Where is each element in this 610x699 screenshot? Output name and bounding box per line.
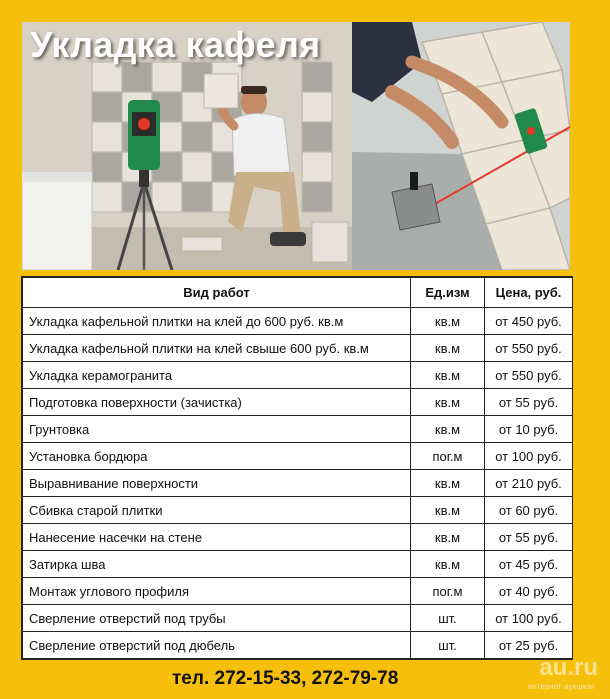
row-work-type: Нанесение насечки на стене (23, 524, 411, 551)
row-work-type: Укладка кафельной плитки на клей свыше 600 руб. кв.м (23, 335, 411, 362)
row-unit: шт. (411, 605, 485, 632)
row-price: от 55 руб. (485, 524, 573, 551)
row-work-type: Выравнивание поверхности (23, 470, 411, 497)
watermark-main: au.ru (539, 654, 598, 681)
row-unit: кв.м (411, 389, 485, 416)
row-work-type: Сверление отверстий под трубы (23, 605, 411, 632)
table-row (23, 443, 573, 470)
row-work-type: Монтаж углового профиля (23, 578, 411, 605)
row-price: от 55 руб. (485, 389, 573, 416)
row-unit: кв.м (411, 308, 485, 335)
row-work-type: Сбивка старой плитки (23, 497, 411, 524)
price-table-container (21, 276, 573, 660)
table-header-row (23, 278, 573, 308)
header-unit: Ед.изм (411, 278, 485, 308)
row-work-type: Установка бордюра (23, 443, 411, 470)
table-row (23, 470, 573, 497)
table-row (23, 389, 573, 416)
row-work-type: Затирка шва (23, 551, 411, 578)
table-row (23, 335, 573, 362)
row-unit: кв.м (411, 497, 485, 524)
table-row (23, 551, 573, 578)
watermark-sub: интернет-аукцион (527, 682, 594, 691)
row-price: от 25 руб. (485, 632, 573, 659)
row-unit: пог.м (411, 578, 485, 605)
row-unit: кв.м (411, 362, 485, 389)
page-title: Укладка кафеля (30, 24, 321, 65)
row-price: от 40 руб. (485, 578, 573, 605)
row-unit: кв.м (411, 416, 485, 443)
row-work-type: Укладка керамогранита (23, 362, 411, 389)
row-price: от 100 руб. (485, 443, 573, 470)
watermark-logo (512, 654, 598, 694)
row-price: от 550 руб. (485, 335, 573, 362)
table-row (23, 308, 573, 335)
row-work-type: Подготовка поверхности (зачистка) (23, 389, 411, 416)
table-row (23, 497, 573, 524)
row-work-type: Укладка кафельной плитки на клей до 600 руб. кв.м (23, 308, 411, 335)
row-price: от 60 руб. (485, 497, 573, 524)
table-row (23, 524, 573, 551)
row-price: от 100 руб. (485, 605, 573, 632)
header-price: Цена, руб. (485, 278, 573, 308)
row-unit: кв.м (411, 470, 485, 497)
row-work-type: Сверление отверстий под дюбель (23, 632, 411, 659)
table-row (23, 416, 573, 443)
row-unit: кв.м (411, 335, 485, 362)
tiler-floor-photo (352, 22, 570, 270)
floor-scene-illustration (352, 22, 570, 270)
row-price: от 45 руб. (485, 551, 573, 578)
table-row (23, 362, 573, 389)
row-unit: кв.м (411, 524, 485, 551)
row-unit: шт. (411, 632, 485, 659)
price-table (22, 277, 573, 659)
row-unit: пог.м (411, 443, 485, 470)
row-work-type: Грунтовка (23, 416, 411, 443)
tiler-wall-photo (22, 22, 352, 270)
table-row (23, 578, 573, 605)
contact-phone: тел. 272-15-33, 272-79-78 (172, 668, 399, 689)
row-price: от 10 руб. (485, 416, 573, 443)
row-price: от 550 руб. (485, 362, 573, 389)
table-row (23, 632, 573, 659)
row-unit: кв.м (411, 551, 485, 578)
header-photos (22, 22, 570, 270)
row-price: от 450 руб. (485, 308, 573, 335)
row-price: от 210 руб. (485, 470, 573, 497)
header-work-type: Вид работ (23, 278, 411, 308)
table-row (23, 605, 573, 632)
